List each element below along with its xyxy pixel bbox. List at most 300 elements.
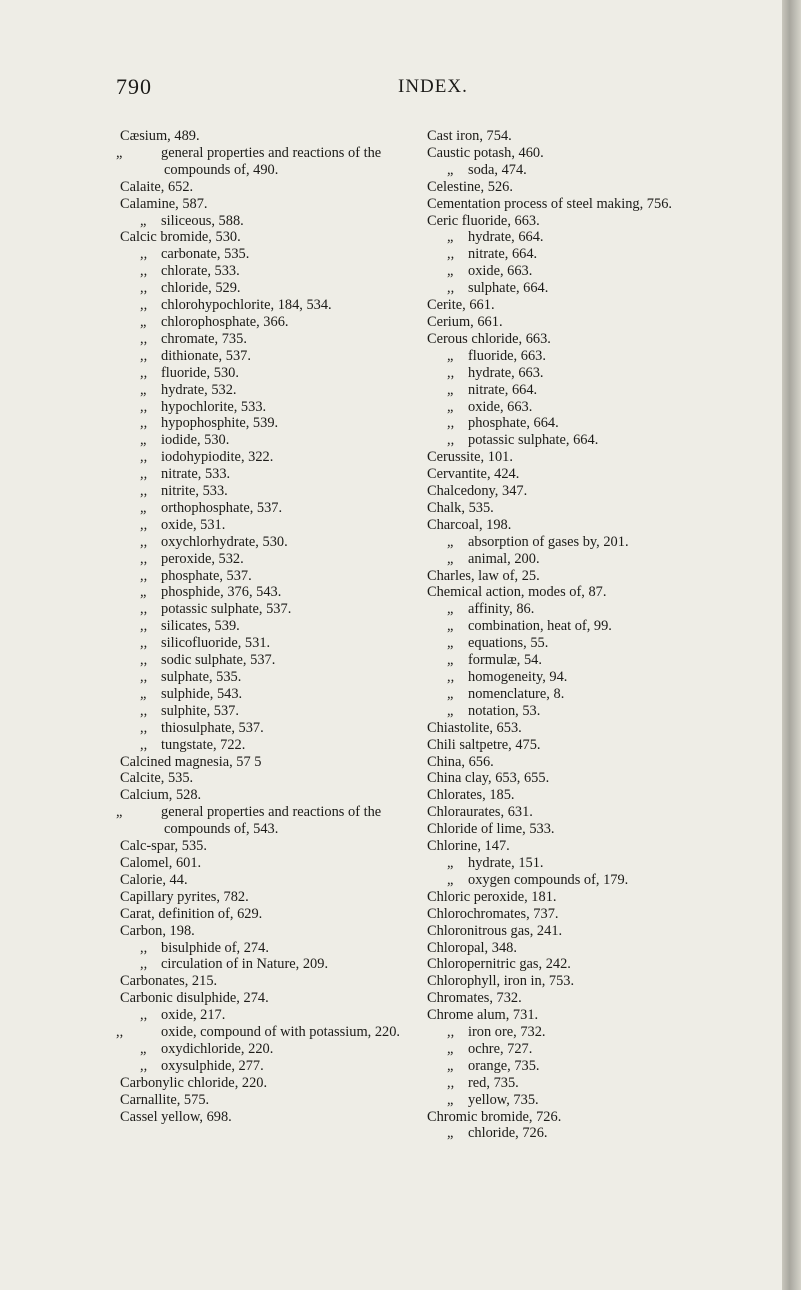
entry-text: oxysulphide, 277. [161,1057,264,1074]
entry-text: Carat, definition of, 629. [120,905,263,922]
index-subentry [120,213,416,230]
entry-text: oxygen compounds of, 179. [468,871,629,888]
entry-text: yellow, 735. [468,1091,539,1108]
entry-text: chromate, 735. [161,330,247,347]
index-subentry [120,618,416,635]
entry-text: Chromic bromide, 726. [427,1108,562,1125]
entry-text: Chemical action, modes of, 87. [427,584,607,601]
ditto-mark: „ [447,533,454,550]
index-subentry [120,449,416,466]
index-subentry [120,584,416,601]
index-subentry [427,534,775,551]
index-subentry [120,297,416,314]
index-subentry [427,872,775,889]
entry-text: nitrate, 533. [161,466,231,483]
index-subentry [427,1058,775,1075]
index-subentry [427,618,775,635]
index-column-right [427,128,775,1142]
index-subentry [120,635,416,652]
entry-text: Cassel yellow, 698. [120,1108,232,1125]
entry-text: oxide, 663. [468,398,533,415]
entry-text: Chlorochromates, 737. [427,905,559,922]
entry-text: peroxide, 532. [161,550,244,567]
entry-text: orange, 735. [468,1057,540,1074]
index-entry [120,855,416,872]
index-subentry [120,720,416,737]
entry-text: Calcite, 535. [120,770,194,787]
entry-text: oxide, 531. [161,516,226,533]
entry-text: soda, 474. [468,161,527,178]
ditto-mark: „ [447,398,454,415]
page-header [0,74,782,104]
index-subentry [427,601,775,618]
index-entry [427,1109,775,1126]
page-number: 790 [116,74,152,99]
index-subentry [120,382,416,399]
index-subentry [427,263,775,280]
ditto-mark: ,, [116,1024,124,1041]
index-entry [427,128,775,145]
entry-text: hypochlorite, 533. [161,398,267,415]
ditto-mark: ,, [140,1007,148,1024]
ditto-mark: „ [447,854,454,871]
index-entry [427,314,775,331]
index-subentry [120,483,416,500]
index-entry [427,297,775,314]
index-subentry [120,280,416,297]
ditto-mark: ,, [140,297,148,314]
index-entry [427,906,775,923]
index-subentry [120,601,416,618]
entry-text: formulæ, 54. [468,652,542,669]
index-subentry [120,956,416,973]
ditto-mark: ,, [140,1057,148,1074]
index-entry [427,466,775,483]
entry-text: China clay, 653, 655. [427,770,550,787]
ditto-mark: „ [140,212,147,229]
index-entry [120,787,416,804]
index-subentry [427,1075,775,1092]
index-subentry [116,144,416,179]
index-entry [427,483,775,500]
entry-text: Celestine, 526. [427,178,513,195]
index-subentry [427,365,775,382]
entry-text: Cerite, 661. [427,297,495,314]
ditto-mark: ,, [447,1074,455,1091]
index-subentry [427,399,775,416]
ditto-mark: „ [140,1040,147,1057]
index-entry [120,1109,416,1126]
entry-text: iodide, 530. [161,432,230,449]
ditto-mark: ,, [140,635,148,652]
entry-text: homogeneity, 94. [468,669,568,685]
index-subentry [120,517,416,534]
ditto-mark: „ [140,313,147,330]
entry-text: Cerium, 661. [427,313,503,330]
index-entry [427,990,775,1007]
entry-text: circulation of in Nature, 209. [161,956,329,973]
index-entry [427,196,775,213]
index-entry [120,906,416,923]
entry-text: Carnallite, 575. [120,1091,210,1108]
index-subentry [120,1007,416,1024]
index-subentry [120,399,416,416]
index-subentry [120,331,416,348]
index-subentry [427,635,775,652]
ditto-mark: „ [447,1125,454,1142]
ditto-mark: ,, [447,415,455,432]
index-subentry [427,432,775,449]
index-subentry [120,551,416,568]
index-entry [427,804,775,821]
entry-text: Carbonic disulphide, 274. [120,990,269,1007]
index-subentry [120,1058,416,1075]
index-subentry [120,940,416,957]
index-subentry [427,1125,775,1142]
index-entry [120,196,416,213]
index-entry [427,331,775,348]
ditto-mark: „ [447,1091,454,1108]
index-entry [120,838,416,855]
entry-text: hydrate, 663. [468,364,544,381]
entry-text: nomenclature, 8. [468,685,565,702]
ditto-mark: ,, [140,736,148,753]
entry-text: Calaite, 652. [120,178,194,195]
index-entry [427,956,775,973]
ditto-mark: ,, [140,330,148,347]
entry-text: Cast iron, 754. [427,128,512,144]
entry-text: China, 656. [427,753,494,770]
entry-text: Calamine, 587. [120,195,208,212]
index-subentry [120,415,416,432]
entry-text: Cementation process of steel making, 756. [427,195,672,212]
index-subentry [427,669,775,686]
index-subentry [427,703,775,720]
ditto-mark: ,, [140,347,148,364]
ditto-mark: ,, [140,550,148,567]
index-entry [427,720,775,737]
ditto-mark: ,, [140,246,148,263]
entry-text: silicofluoride, 531. [161,635,271,652]
entry-text: oxydichloride, 220. [161,1040,274,1057]
entry-text: hypophosphite, 539. [161,415,279,432]
index-entry [427,787,775,804]
ditto-mark: ,, [447,1024,455,1041]
index-entry [427,213,775,230]
index-entry [427,500,775,517]
ditto-mark: ,, [140,652,148,669]
entry-text: chlorate, 533. [161,263,240,280]
ditto-mark: ,, [447,669,455,685]
ditto-mark: „ [447,550,454,567]
ditto-mark: „ [447,1040,454,1057]
entry-text: Ceric fluoride, 663. [427,212,540,229]
running-head: INDEX. [398,76,468,97]
index-subentry [120,737,416,754]
entry-text: Carbonates, 215. [120,973,218,990]
entry-text: oxide, 217. [161,1007,226,1024]
entry-text: fluoride, 663. [468,347,546,364]
index-entry [120,128,416,145]
entry-text: animal, 200. [468,550,540,567]
entry-text: siliceous, 588. [161,212,244,229]
entry-text: absorption of gases by, 201. [468,533,629,550]
ditto-mark: ,, [140,364,148,381]
index-subentry [427,551,775,568]
index-subentry [427,382,775,399]
index-subentry [120,432,416,449]
index-subentry [120,365,416,382]
entry-text: Chiastolite, 653. [427,719,522,736]
ditto-mark: „ [140,499,147,516]
entry-text: oxide, compound of with potassium, 220. [161,1024,401,1041]
ditto-mark: „ [116,144,123,161]
index-subentry [427,229,775,246]
entry-text: chloride, 529. [161,280,241,297]
ditto-mark: „ [447,381,454,398]
index-entry [427,821,775,838]
index-subentry [120,500,416,517]
entry-text: sodic sulphate, 537. [161,652,276,669]
ditto-mark: ,, [447,280,455,297]
index-entry [427,838,775,855]
entry-text: sulphate, 664. [468,280,549,297]
ditto-mark: „ [447,652,454,669]
ditto-mark: „ [447,685,454,702]
ditto-mark: ,, [140,956,148,973]
ditto-mark: ,, [140,601,148,618]
index-entry [120,990,416,1007]
entry-text: bisulphide of, 274. [161,939,269,956]
entry-text: red, 735. [468,1074,519,1091]
ditto-mark: ,, [140,719,148,736]
index-subentry [427,686,775,703]
entry-text: general properties and reactions of the compounds of, 543. [161,804,382,838]
index-entry [120,973,416,990]
entry-text: sulphite, 537. [161,702,239,719]
entry-text: chlorophosphate, 366. [161,313,289,330]
index-subentry [120,314,416,331]
ditto-mark: ,, [140,263,148,280]
index-subentry [120,348,416,365]
entry-text: iodohypiodite, 322. [161,449,274,466]
entry-text: hydrate, 664. [468,229,544,246]
index-subentry [427,855,775,872]
index-entry [427,145,775,162]
index-subentry [427,246,775,263]
ditto-mark: „ [447,871,454,888]
entry-text: thiosulphate, 537. [161,719,264,736]
entry-text: oxide, 663. [468,263,533,280]
ditto-mark: ,, [447,432,455,449]
ditto-mark: ,, [140,483,148,500]
ditto-mark: ,, [140,398,148,415]
entry-text: phosphide, 376, 543. [161,584,282,601]
page-edge [782,0,801,1290]
entry-text: Chlorophyll, iron in, 753. [427,973,575,990]
index-subentry [120,652,416,669]
index-subentry [427,348,775,365]
entry-text: Chlorine, 147. [427,838,510,855]
index-entry [120,179,416,196]
ditto-mark: „ [447,618,454,635]
entry-text: fluoride, 530. [161,364,239,381]
entry-text: Chalcedony, 347. [427,483,528,500]
entry-text: Caustic potash, 460. [427,144,544,161]
entry-text: tungstate, 722. [161,736,246,753]
index-entry [427,973,775,990]
ditto-mark: ,, [140,939,148,956]
index-entry [120,872,416,889]
entry-text: sulphate, 535. [161,669,242,685]
index-subentry [120,669,416,686]
entry-text: Cæsium, 489. [120,128,200,144]
index-subentry [427,1041,775,1058]
entry-text: combination, heat of, 99. [468,618,612,635]
index-entry [427,737,775,754]
index-entry [427,179,775,196]
entry-text: dithionate, 537. [161,347,251,364]
entry-text: phosphate, 537. [161,567,252,584]
entry-text: carbonate, 535. [161,246,250,263]
entry-text: silicates, 539. [161,618,240,635]
index-entry [120,754,416,771]
entry-text: Chlorates, 185. [427,787,515,804]
index-entry [120,889,416,906]
index-subentry [427,652,775,669]
entry-text: equations, 55. [468,635,549,652]
entry-text: potassic sulphate, 664. [468,432,599,449]
ditto-mark: ,, [140,533,148,550]
entry-text: Cerous chloride, 663. [427,330,551,347]
ditto-mark: ,, [140,702,148,719]
index-entry [120,770,416,787]
index-subentry [120,703,416,720]
index-subentry [120,568,416,585]
ditto-mark: „ [447,702,454,719]
ditto-mark: „ [447,635,454,652]
entry-text: potassic sulphate, 537. [161,601,292,618]
ditto-mark: „ [116,804,123,821]
index-entry [427,940,775,957]
entry-text: Charles, law of, 25. [427,567,540,584]
entry-text: Chili saltpetre, 475. [427,736,541,753]
entry-text: Carbonylic chloride, 220. [120,1074,268,1091]
entry-text: nitrate, 664. [468,381,538,398]
index-entry [427,754,775,771]
ditto-mark: „ [447,1057,454,1074]
index-entry [427,584,775,601]
entry-text: hydrate, 532. [161,381,237,398]
entry-text: phosphate, 664. [468,415,559,432]
ditto-mark: ,, [447,246,455,263]
ditto-mark: ,, [140,415,148,432]
ditto-mark: „ [140,685,147,702]
ditto-mark: ,, [140,449,148,466]
entry-text: Calomel, 601. [120,854,202,871]
index-subentry [427,1092,775,1109]
index-subentry [120,686,416,703]
entry-text: Chloronitrous gas, 241. [427,922,563,939]
entry-text: nitrate, 664. [468,246,538,263]
index-subentry [427,280,775,297]
index-entry [120,1092,416,1109]
entry-text: Chrome alum, 731. [427,1007,539,1024]
ditto-mark: ,, [140,466,148,483]
ditto-mark: ,, [447,364,455,381]
entry-text: Chloride of lime, 533. [427,821,555,838]
entry-text: affinity, 86. [468,601,535,618]
entry-text: iron ore, 732. [468,1024,546,1041]
ditto-mark: ,, [140,567,148,584]
ditto-mark: „ [140,584,147,601]
index-entry [427,1007,775,1024]
index-subentry [116,1024,416,1041]
index-entry [427,517,775,534]
entry-text: Charcoal, 198. [427,516,512,533]
index-subentry [120,466,416,483]
index-entry [120,923,416,940]
entry-text: Calorie, 44. [120,871,188,888]
index-subentry [427,415,775,432]
entry-text: Carbon, 198. [120,922,195,939]
entry-text: Chloropal, 348. [427,939,517,956]
entry-text: oxychlorhydrate, 530. [161,533,288,550]
index-subentry [427,1024,775,1041]
entry-text: Calcium, 528. [120,787,202,804]
ditto-mark: „ [447,229,454,246]
entry-text: ochre, 727. [468,1040,533,1057]
entry-text: chloride, 726. [468,1125,548,1142]
index-entry [120,1075,416,1092]
index-subentry [116,804,416,838]
entry-text: Chromates, 732. [427,990,522,1007]
index-subentry [120,534,416,551]
entry-text: Chloropernitric gas, 242. [427,956,571,973]
ditto-mark: „ [140,381,147,398]
entry-text: Calcined magnesia, 57 5 [120,753,262,770]
index-subentry [120,1041,416,1058]
entry-text: Cervantite, 424. [427,466,520,483]
index-subentry [427,162,775,179]
entry-text: orthophosphate, 537. [161,499,283,516]
entry-text: chlorohypochlorite, 184, 534. [161,297,332,314]
index-entry [427,770,775,787]
ditto-mark: „ [140,432,147,449]
entry-text: hydrate, 151. [468,854,544,871]
ditto-mark: ,, [140,618,148,635]
index-entry [120,229,416,246]
index-entry [427,889,775,906]
entry-text: general properties and reactions of the compounds of, 490. [161,144,382,178]
ditto-mark: „ [447,263,454,280]
index-subentry [120,263,416,280]
ditto-mark: „ [447,347,454,364]
index-entry [427,449,775,466]
ditto-mark: ,, [140,280,148,297]
entry-text: Capillary pyrites, 782. [120,888,249,905]
index-subentry [120,246,416,263]
index-entry [427,568,775,585]
entry-text: nitrite, 533. [161,483,228,500]
entry-text: notation, 53. [468,702,541,719]
entry-text: sulphide, 543. [161,685,243,702]
entry-text: Chalk, 535. [427,499,494,516]
entry-text: Calcic bromide, 530. [120,229,241,246]
entry-text: Chloraurates, 631. [427,804,533,821]
entry-text: Calc-spar, 535. [120,838,207,855]
ditto-mark: „ [447,601,454,618]
